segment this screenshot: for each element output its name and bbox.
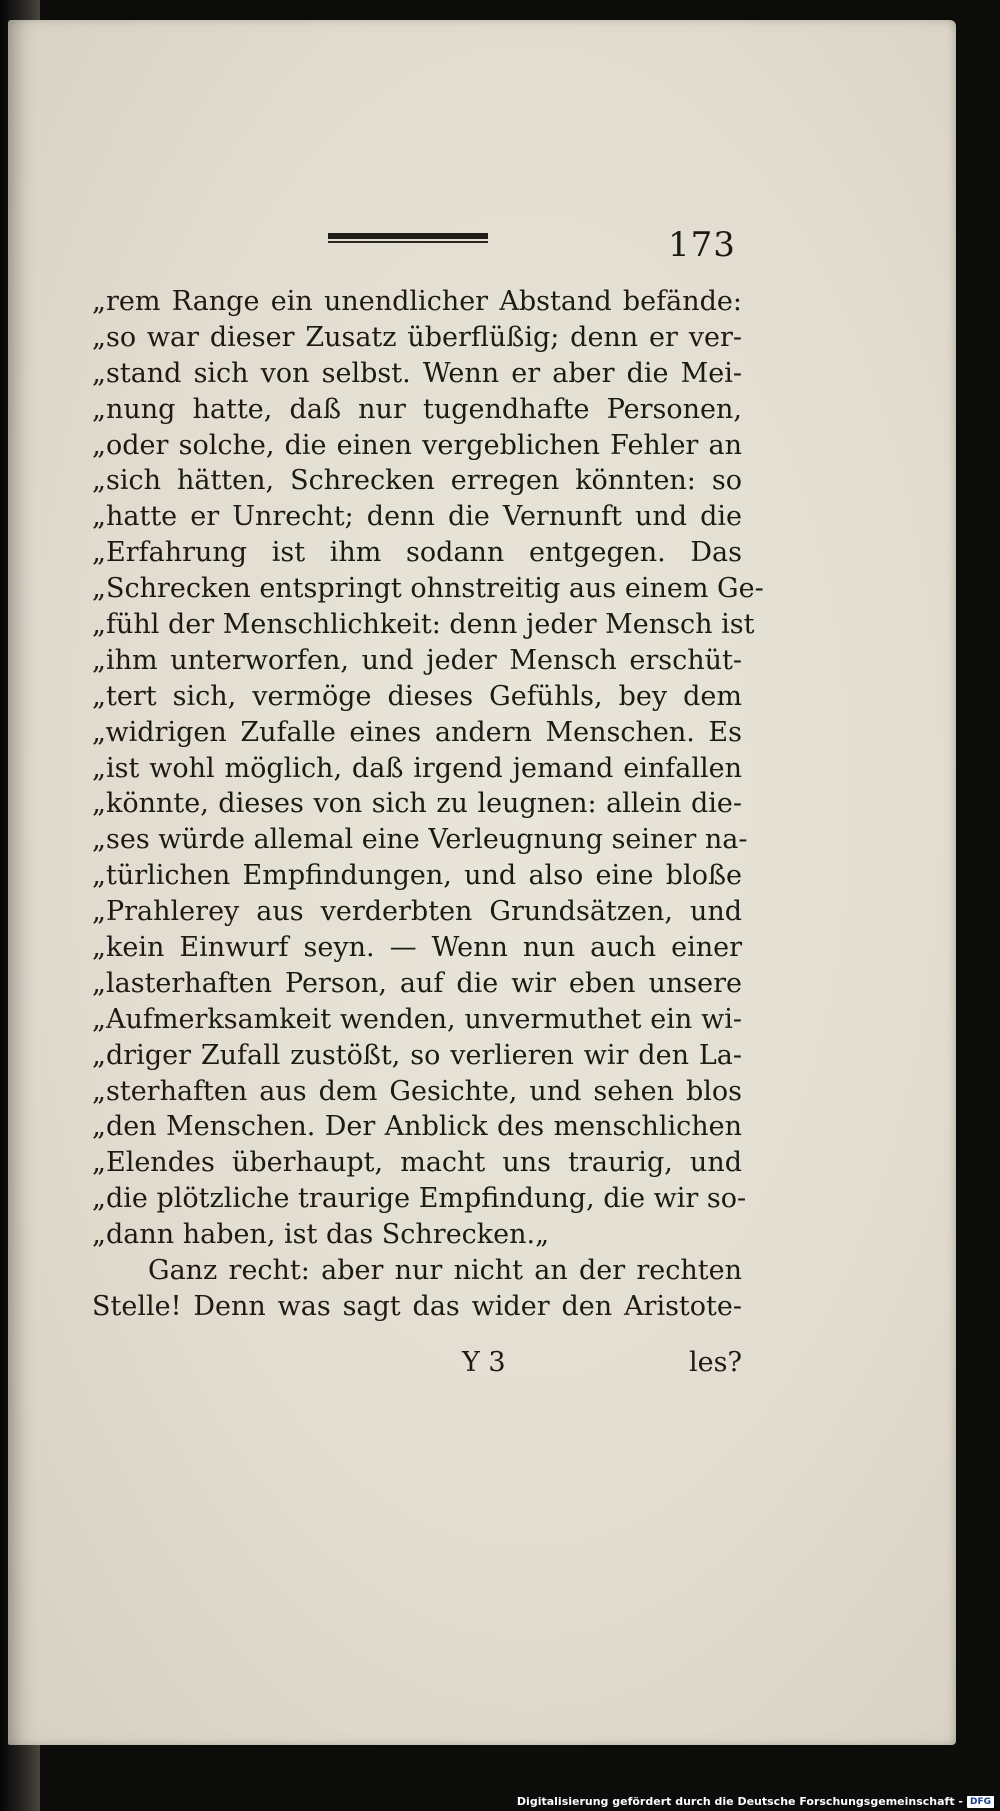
text-line: „fühl der Menschlichkeit: denn jeder Mensch ist <box>92 609 755 641</box>
text-line: „Prahlerey aus verderbten Grundsätzen, und <box>92 896 742 928</box>
catchword: les? <box>689 1347 742 1378</box>
page-footer <box>92 1347 742 1383</box>
page-number: 173 <box>668 225 736 265</box>
text-line: „Aufmerksamkeit wenden, unvermuthet ein wi- <box>92 1003 742 1035</box>
credit-text: Digitalisierung gefördert durch die Deutsche Forschungsgemeinschaft - <box>516 1795 963 1808</box>
text-line: „türlichen Empfindungen, und also eine bloße <box>92 860 742 892</box>
body-text <box>92 284 764 1325</box>
text-line: „so war dieser Zusatz überflüßig; denn er ver- <box>92 321 742 353</box>
text-line: „die plötzliche traurige Empfindung, die wir so- <box>92 1183 747 1215</box>
text-line: „nung hatte, daß nur tugendhafte Personen, <box>92 393 742 425</box>
text-line: „sich hätten, Schrecken erregen könnten: so <box>92 465 742 497</box>
paragraph-line: Ganz recht: aber nur nicht an der rechten <box>148 1255 742 1287</box>
text-line: „stand sich von selbst. Wenn er aber die Mei- <box>92 357 742 389</box>
text-line: „hatte er Unrecht; denn die Vernunft und die <box>92 501 742 533</box>
text-line: „Erfahrung ist ihm sodann entgegen. Das <box>92 537 742 569</box>
ornament-thick-rule <box>328 233 488 239</box>
text-line: „sterhaften aus dem Gesichte, und sehen blos <box>92 1075 742 1107</box>
text-line: „lasterhaften Person, auf die wir eben unsere <box>92 967 742 999</box>
text-line: „ses würde allemal eine Verleugnung seiner na- <box>92 824 748 856</box>
text-line: „dann haben, ist das Schrecken.„ <box>92 1219 550 1251</box>
text-line: „Elendes überhaupt, macht uns traurig, und <box>92 1147 742 1179</box>
header-ornament-rule <box>328 233 488 244</box>
text-line: „rem Range ein unendlicher Abstand befände: <box>92 286 742 317</box>
text-line: „den Menschen. Der Anblick des menschlichen <box>92 1111 742 1143</box>
ornament-thin-rule <box>328 241 488 243</box>
dfg-logo: DFG <box>967 1796 994 1808</box>
text-line: „tert sich, vermöge dieses Gefühls, bey dem <box>92 680 742 712</box>
text-line: „oder solche, die einen vergeblichen Fehler an <box>92 429 742 461</box>
text-line: „könnte, dieses von sich zu leugnen: allein die- <box>92 788 742 820</box>
signature-mark: Y 3 <box>462 1347 506 1378</box>
text-line: „ist wohl möglich, daß irgend jemand einfallen <box>92 752 742 784</box>
text-line: „Schrecken entspringt ohnstreitig aus einem Ge- <box>92 573 764 605</box>
text-line: „driger Zufall zustößt, so verlieren wir den La- <box>92 1039 742 1071</box>
text-line: „kein Einwurf seyn. — Wenn nun auch einer <box>92 932 742 964</box>
text-line: „ihm unterworfen, und jeder Mensch erschüt- <box>92 644 742 676</box>
paragraph-line: Stelle! Denn was sagt das wider den Aristote- <box>92 1290 742 1322</box>
text-line: „widrigen Zufalle eines andern Menschen. Es <box>92 716 742 748</box>
digitization-credit <box>517 1795 994 1808</box>
book-page <box>8 20 956 1745</box>
